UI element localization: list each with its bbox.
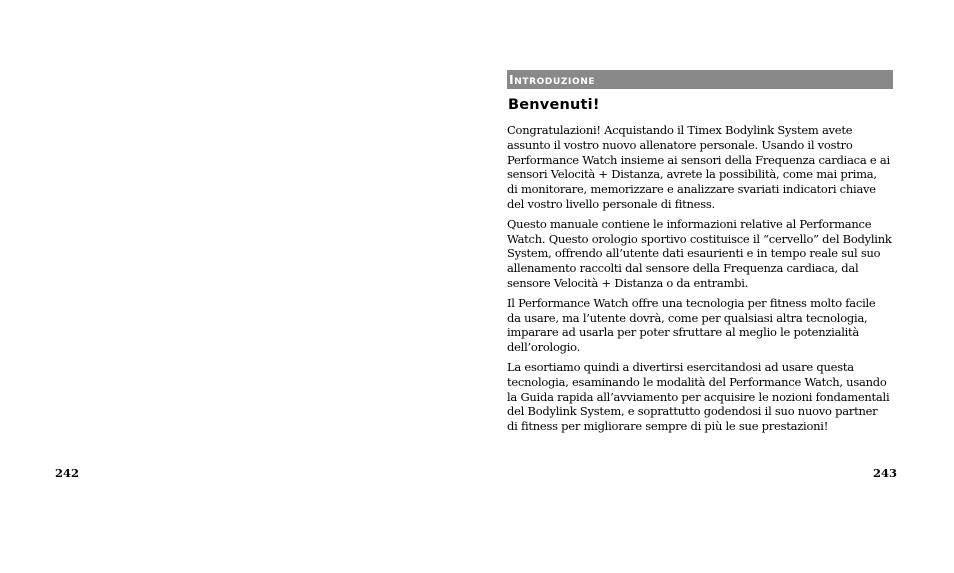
text-line: del Bodylink System, e soprattutto godendosi il suo nuovo partner bbox=[507, 404, 878, 419]
text-line: di monitorare, memorizzare e analizzare svariati indicatori chiave bbox=[507, 182, 876, 197]
text-line: sensore Velocità + Distanza o da entrambi. bbox=[507, 275, 749, 290]
text-line: imparare ad usarla per poter sfruttare al meglio le potenzialità bbox=[507, 325, 860, 340]
text-line: la Guida rapida all’avviamento per acquisire le nozioni fondamentali bbox=[507, 389, 890, 404]
text-line: Questo manuale contiene le informazioni relative al Performance bbox=[507, 216, 872, 231]
text-line: del vostro livello personale di fitness. bbox=[507, 196, 715, 211]
paragraph-3 bbox=[507, 296, 897, 355]
text-line: Il Performance Watch offre una tecnologia per fitness molto facile bbox=[507, 295, 876, 310]
section-header-text: Introduzione bbox=[509, 72, 596, 87]
text-line: di fitness per migliorare sempre di più le sue prestazioni! bbox=[507, 419, 829, 434]
text-line: System, offrendo all’utente dati esaurienti e in tempo reale sul suo bbox=[507, 246, 881, 261]
text-line: tecnologia, esaminando le modalità del Performance Watch, usando bbox=[507, 374, 887, 389]
section-header-bar bbox=[507, 70, 893, 89]
text-line: sensori Velocità + Distanza, avrete la possibilità, come mai prima, bbox=[507, 167, 877, 182]
paragraph-2 bbox=[507, 217, 897, 291]
right-page-content bbox=[507, 70, 897, 439]
text-line: da usare, ma l’utente dovrà, come per qualsiasi altra tecnologia, bbox=[507, 310, 868, 325]
paragraph-4 bbox=[507, 360, 897, 434]
text-line: assunto il vostro nuovo allenatore personale. Usando il vostro bbox=[507, 137, 853, 152]
text-line: Watch. Questo orologio sportivo costituisce il “cervello” del Bodylink bbox=[507, 231, 892, 246]
page-number-right: 243 bbox=[873, 466, 898, 480]
paragraph-1 bbox=[507, 123, 897, 212]
text-line: dell’orologio. bbox=[507, 340, 581, 355]
text-line: Performance Watch insieme ai sensori della Frequenza cardiaca e ai bbox=[507, 152, 890, 167]
page-title: Benvenuti! bbox=[508, 97, 600, 113]
text-line: La esortiamo quindi a divertirsi esercitandosi ad usare questa bbox=[507, 359, 854, 374]
text-line: Congratulazioni! Acquistando il Timex Bodylink System avete bbox=[507, 123, 853, 137]
text-line: allenamento raccolti dal sensore della Frequenza cardiaca, dal bbox=[507, 261, 859, 276]
page-number-left: 242 bbox=[55, 466, 80, 480]
